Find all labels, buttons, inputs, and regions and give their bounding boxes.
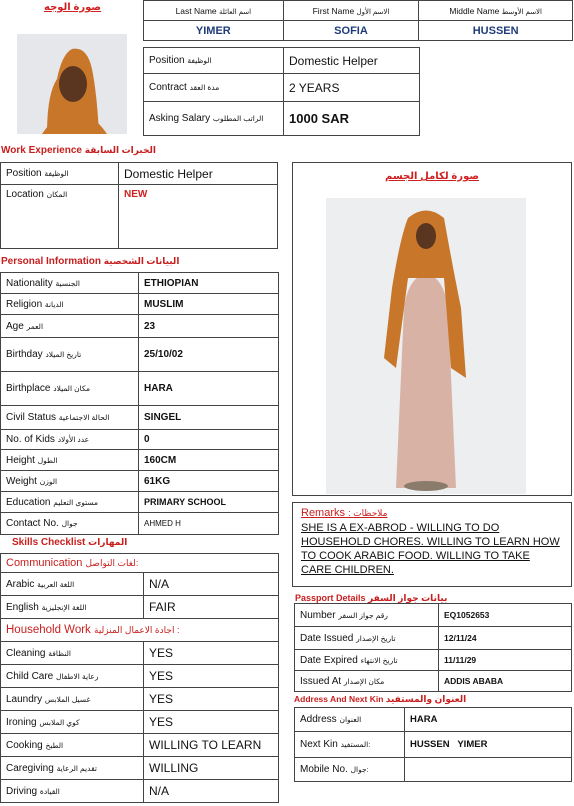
- middle-name-value: HUSSEN: [419, 21, 573, 41]
- contact-value: AHMED H: [139, 513, 279, 535]
- household-header: Household Work اجادة الاعمال المنزلية :: [0, 618, 279, 642]
- salary-label: Asking Salary: [149, 113, 211, 124]
- contract-label-ar: مدة العقد: [189, 83, 220, 92]
- we-location-label: Location: [6, 189, 44, 200]
- first-name-header: First Name: [312, 5, 355, 16]
- cooking-value: WILLING TO LEARN: [144, 734, 279, 757]
- passport-number-value: EQ1052653: [439, 604, 572, 627]
- face-photo: [17, 34, 127, 134]
- religion-value: MUSLIM: [139, 294, 279, 315]
- we-position-ar: الوظيفة: [44, 169, 69, 178]
- height-value: 160CM: [139, 450, 279, 471]
- civil-status-value: SINGEL: [139, 406, 279, 430]
- communication-header: Communication لغات التواصل:: [0, 553, 279, 573]
- childcare-value: YES: [144, 665, 279, 688]
- next-kin-value: HUSSEN YIMER: [405, 732, 572, 758]
- position-value: Domestic Helper: [284, 48, 420, 74]
- personal-info-table: Nationality الجنسية ETHIOPIAN Religion الديانة MUSLIM Age العمر 23 Birthday تاريخ الميلاد 25/10/02 Birthplace مكان الميلاد HARA Civil Status الحالة الاجتماعية SINGEL No. of Kids عدد الأولاد 0 Height الطول 160CM Weight الوزن 61KG Education مستوى التعليم PRIMARY SCHOOL Contact No. جوال AHMED H: [0, 272, 279, 535]
- full-body-photo-frame: [292, 162, 572, 496]
- nationality-value: ETHIOPIAN: [139, 273, 279, 294]
- job-table: [143, 47, 420, 136]
- last-name-header: Last Name: [175, 5, 217, 16]
- birthplace-value: HARA: [139, 372, 279, 406]
- skills-title: Skills Checklist المهارات: [12, 537, 128, 548]
- passport-issued-at-value: ADDIS ABABA: [439, 671, 572, 692]
- salary-value: 1000 SAR: [284, 102, 420, 136]
- first-name-value: SOFIA: [283, 21, 419, 41]
- weight-value: 61KG: [139, 471, 279, 492]
- middle-name-header-ar: الاسم الأوسط: [501, 8, 542, 16]
- position-label: Position: [149, 55, 185, 66]
- caregiving-value: WILLING: [144, 757, 279, 780]
- full-body-photo: [326, 198, 526, 494]
- we-location-ar: المكان: [46, 190, 68, 199]
- remarks-text: SHE IS A EX-ABROD - WILLING TO DO HOUSEHOLD CHORES. WILLING TO LEARN HOW TO COOK ARABIC FOOD. WILLING TO TAKE CARE CHILDREN.: [301, 522, 560, 576]
- cleaning-value: YES: [144, 642, 279, 665]
- address-value: HARA: [405, 708, 572, 732]
- personal-info-title: Personal Information البيانات الشخصية: [1, 256, 180, 267]
- laundry-value: YES: [144, 688, 279, 711]
- name-table: [143, 0, 573, 41]
- languages-table: Arabic اللغة العربية N/A English اللغة الإنجليزية FAIR: [0, 572, 279, 619]
- english-value: FAIR: [144, 596, 279, 619]
- we-location-value: NEW: [119, 185, 278, 249]
- remarks-title: Remarks : ملاحظات: [301, 507, 388, 519]
- arabic-value: N/A: [144, 573, 279, 596]
- ironing-value: YES: [144, 711, 279, 734]
- salary-label-ar: الراتب المطلوب: [212, 114, 264, 123]
- household-table: Cleaning النظافة YES Child Care رعاية الاطفال YES Laundry غسيل الملابس YES Ironing كوي الملابس YES Cooking الطبخ WILLING TO LEARN Caregiving تقديم الرعاية WILLING Driving القيادة N/A: [0, 641, 279, 803]
- contract-value: 2 YEARS: [284, 74, 420, 102]
- education-value: PRIMARY SCHOOL: [139, 492, 279, 513]
- address-table: Address العنوان HARA Next Kin المستفيد: HUSSEN YIMER Mobile No. جوال:: [294, 707, 572, 782]
- contract-label: Contract: [149, 82, 187, 93]
- remarks-box: [292, 502, 572, 587]
- middle-name-header: Middle Name: [449, 5, 500, 16]
- last-name-header-ar: اسم العائلة: [219, 8, 252, 16]
- address-title: Address And Next Kin العنوان والمستفيد: [294, 694, 467, 704]
- passport-title: Passport Details بيانات جواز السفر: [295, 593, 448, 603]
- we-position-value: Domestic Helper: [119, 163, 278, 185]
- mobile-value: [405, 758, 572, 782]
- passport-table: Number رقم جواز السفر EQ1052653 Date Issued تاريخ الإصدار 12/11/24 Date Expired تاريخ الانتهاء 11/11/29 Issued At مكان الإصدار ADDIS ABABA: [294, 603, 572, 692]
- driving-value: N/A: [144, 780, 279, 803]
- full-body-label: صورة لكامل الجسم: [385, 171, 479, 182]
- work-experience-table: [0, 162, 278, 249]
- birthday-value: 25/10/02: [139, 338, 279, 372]
- work-experience-title: Work Experience الخبرات السابقة: [1, 145, 156, 156]
- we-position-label: Position: [6, 168, 42, 179]
- first-name-header-ar: الاسم الأول: [356, 8, 390, 16]
- kids-value: 0: [139, 430, 279, 450]
- passport-expired-value: 11/11/29: [439, 650, 572, 671]
- age-value: 23: [139, 315, 279, 338]
- last-name-value: YIMER: [144, 21, 284, 41]
- face-photo-label: صورة الوجه: [44, 2, 102, 13]
- passport-issued-value: 12/11/24: [439, 627, 572, 650]
- position-label-ar: الوظيفة: [187, 56, 212, 65]
